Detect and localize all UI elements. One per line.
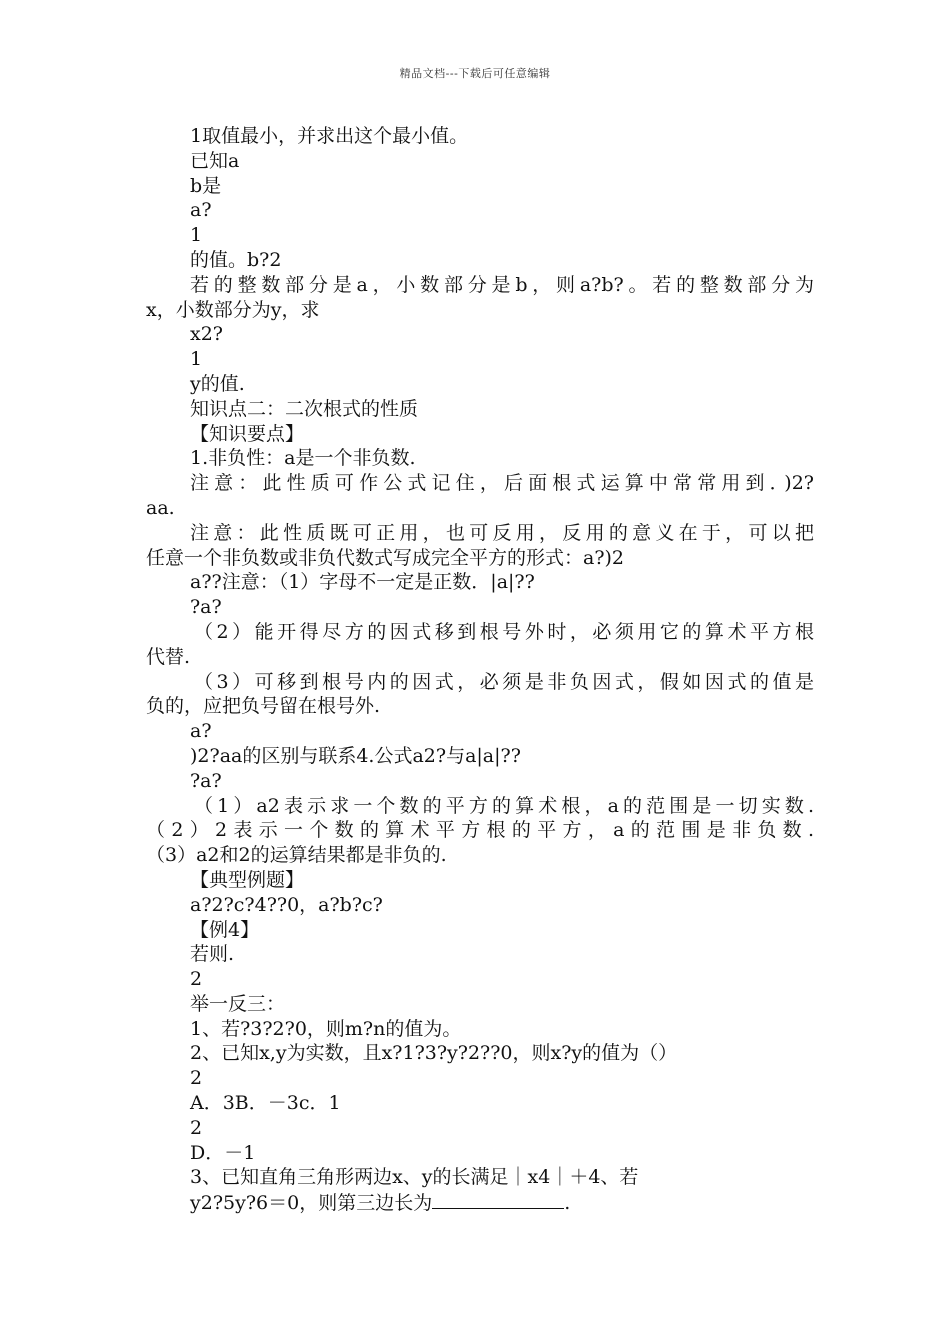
example-label: 【例4】 (190, 918, 260, 941)
text-line: 若的整数部分是a，小数部分是b，则a?b?。若的整数部分为 (190, 273, 814, 296)
text-line: 若则. (190, 943, 235, 966)
document-body (146, 124, 814, 1216)
text-line: y的值. (190, 372, 245, 395)
section-heading: 知识点二：二次根式的性质 (190, 397, 419, 420)
text-line: ?a? (190, 596, 222, 619)
exercise-text: y2?5y?6＝0，则第三边长为 (190, 1192, 433, 1215)
text-line: 1 (190, 348, 203, 371)
text-line: x，小数部分为y，求 (146, 298, 320, 321)
text-line: ?a? (190, 769, 222, 792)
text-line: 负的，应把负号留在根号外. (146, 695, 381, 718)
text-line: 1取值最小，并求出这个最小值。 (190, 125, 469, 147)
text-line: a?2?c?4??0，a?b?c? (190, 893, 383, 916)
text-line: a? (190, 720, 212, 743)
text-line: 2 (190, 968, 203, 991)
text-line: 代替. (146, 645, 191, 668)
subsection-heading: 【典型例题】 (190, 868, 305, 891)
text-line: 任意一个非负数或非负代数式写成完全平方的形式：a?)2 (146, 546, 625, 569)
text-line: a??注意：（1）字母不一定是正数．|a|?? (190, 571, 535, 594)
period-mark: . (564, 1192, 571, 1215)
exercise-item: 3、已知直角三角形两边x、y的长满足｜x4｜＋4、若 (190, 1166, 639, 1189)
exercise-item: 2、已知x,y为实数，且x?1?3?y?2??0，则x?y的值为（） (190, 1042, 678, 1065)
text-line: )2?aa的区别与联系4.公式a2?与a|a|?? (190, 744, 521, 767)
text-line: （2）能开得尽方的因式移到根号外时，必须用它的算术平方根 (194, 620, 814, 643)
answer-blank (432, 1190, 564, 1209)
answer-options: A．3B．－3c．1 (190, 1092, 341, 1115)
text-line: （1）a2表示求一个数的平方的算术根，a的范围是一切实数. (194, 794, 814, 817)
text-line: （3）a2和2的运算结果都是非负的. (146, 844, 447, 867)
text-line: 注意：此性质可作公式记住，后面根式运算中常常用到．)2? (190, 472, 814, 495)
text-line: 的值。b?2 (190, 248, 282, 271)
text-line: b是 (190, 174, 222, 197)
text-line: （3）可移到根号内的因式，必须是非负因式，假如因式的值是 (194, 670, 814, 693)
text-line: 2 (190, 1116, 203, 1139)
text-line: a? (190, 199, 212, 222)
subsection-heading: 举一反三： (190, 992, 286, 1015)
page-header: 精品文档---下载后可任意编辑 (399, 67, 551, 80)
subsection-heading: 【知识要点】 (190, 422, 305, 445)
answer-options: D．－1 (190, 1141, 256, 1164)
text-line: 1 (190, 224, 203, 247)
text-line: aa. (146, 496, 175, 519)
exercise-item (146, 1190, 814, 1216)
text-line: 1.非负性：a是一个非负数. (190, 447, 416, 470)
exercise-item: 1、若?3?2?0，则m?n的值为。 (190, 1017, 462, 1040)
text-line: x2? (190, 323, 223, 346)
text-line: 2 (190, 1067, 203, 1090)
text-line: 已知a (190, 149, 240, 172)
text-line: （2）2表示一个数的算术平方根的平方，a的范围是非负数. (146, 819, 814, 842)
text-line: 注意：此性质既可正用，也可反用，反用的意义在于，可以把 (190, 521, 814, 544)
